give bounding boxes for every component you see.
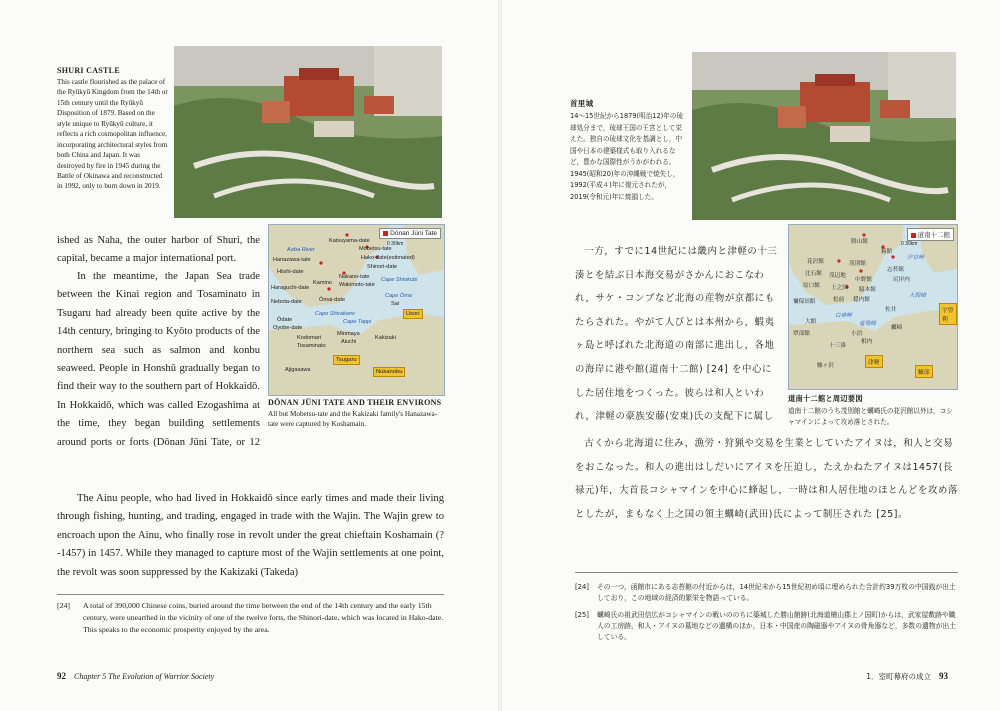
map-scale: 0 30km: [387, 241, 404, 247]
region-label-usori: 宇曽利: [939, 303, 957, 325]
map-label: 比石館: [805, 271, 822, 277]
footnote-text: その一つ，函館市にある志苔館の付近からは，14世紀末から15世紀初め頃に埋められた合計約39万枚の中国銭が出土しており，この地域の経済的繁栄を物語っている。: [597, 583, 956, 602]
folio-right: [866, 671, 956, 682]
body-paragraph: ished as Naha, the outer harbor of Shuri, the capital, became a major international port.: [57, 235, 260, 265]
map-label: Tosaminato: [297, 343, 326, 349]
footnote-text: A total of 390,000 Chinese coins, buried around the time between the end of the 14th century and the early 15th century, were unearthed in the vicinity of one of the twelve forts, the Shinori-date, which was located in Hako-date. This speaks to the economic prosperity enjoyed by the area.: [83, 601, 444, 635]
map-label: Cape Shiokubi: [381, 277, 418, 283]
map-caption-title: 道南十二館と周辺要図: [788, 394, 863, 403]
map-label: 蠣崎: [891, 325, 903, 331]
folio-left: [57, 671, 214, 681]
map-label: 上之国: [831, 285, 848, 291]
footnote-number: [24]: [57, 601, 70, 610]
region-label-tsugaru: Tsugaru: [333, 355, 360, 365]
footnote-number: [25]: [575, 611, 589, 619]
map-label: Nakano-tate: [339, 274, 370, 280]
map-label: 禰保田館: [793, 299, 816, 305]
map-label: 汐首岬: [907, 255, 924, 261]
map-label: 原口館: [803, 283, 820, 289]
map-label: Cape Ōma: [385, 293, 413, 299]
legend-marker: [911, 233, 916, 238]
map-caption-text: 道南十二館のうち茂別館と蠣崎氏の花沢館以外は，コシャマインによって攻め落とされた。: [788, 407, 953, 427]
map-caption-en: [268, 398, 444, 430]
region-label-nukanobu: Nukanobu: [373, 367, 405, 377]
footnote-text: 蠣崎氏の祖武田信広がコシャマインの戦いののちに築城した勝山館跡(北海道檜山郡上ノ国町)からは，武家屋敷跡や職人の工房跡，和人・アイヌの墓地などの遺構のほか，日本・中国産の陶磁器やアイヌの骨角器など，多数の遺物が出土している。: [597, 611, 957, 641]
map-label: Kodomari: [297, 335, 321, 341]
body-text-en-upper: [57, 232, 260, 269]
map-caption-jp: [788, 394, 958, 428]
map-label: Hako-date(estimated): [361, 255, 415, 261]
map-label: Sai: [391, 301, 400, 307]
footnote-rule: [57, 594, 444, 595]
body-paragraph: 古くから北海道に住み，漁労・狩猟や交易を生業としていたアイヌは，和人と交易をおこなった。和人の進出はしだいにアイヌを圧迫し，たえかねたアイヌは1457(長禄元)年，大首長コシャマインを中心に蜂起し，一時は和人居住地のほとんどを攻め落としたが，まもなく上之国の領主蠣崎(武田)氏によって制圧された [25]。: [575, 438, 958, 520]
running-head: 1．室町幕府の成立: [866, 672, 931, 681]
map-label: 小泊: [851, 331, 863, 337]
map-label: 竜飛崎: [859, 321, 876, 327]
map-label: 相内: [861, 339, 873, 345]
body-text-en-full: [57, 490, 444, 582]
map-label: 尻岸内: [893, 277, 910, 283]
footnote-25-jp: [575, 610, 958, 643]
body-paragraph: In the meantime, the Japan Sea trade between the Kinai region and Tosaminato in Tsugaru had already been quite active by the 14th century, bringing to Kyōto products of the northern sea such as salmon and konbu seaweed. People in Honshū gradually began to find their way to the southern part of Hokkaidō. In Hokkaidō, which was called Ezogashima at the time, they began building settlements around ports or forts (Dōnan Jūni Tate, or 12: [57, 271, 260, 448]
map-label: 脇本館: [859, 287, 876, 293]
footnote-24-en: [57, 600, 444, 636]
footnote-rule: [575, 572, 958, 573]
map-label: 松前: [833, 297, 845, 303]
caption-title: SHURI CASTLE: [57, 66, 120, 75]
map-label: Haraguchi-date: [271, 285, 310, 291]
map-label: 中野館: [855, 277, 872, 283]
shuri-castle-caption-en: [57, 66, 169, 192]
map-caption-text: All but Mobetsu-tate and the Kakizaki family's Hanazawa-tate were captured by Koshamain.: [268, 410, 438, 429]
map-label: Kamino: [313, 280, 332, 286]
map-label: 茂別館: [849, 261, 866, 267]
map-label: Mobetsu-tate: [359, 246, 392, 252]
footnote-number: [24]: [575, 583, 589, 591]
map-caption-title: DŌNAN JŪNI TATE AND THEIR ENVIRONS: [268, 398, 442, 407]
region-label-nukanobu: 糠部: [915, 365, 933, 378]
map-label: 白神岬: [835, 313, 852, 319]
map-label: 箱館: [881, 249, 893, 255]
donan-juni-tate-map-jp: [788, 224, 958, 390]
caption-text: 14〜15世紀から1879(明治12)年の琉球処分まで，琉球王国の王宮として栄えた。独自の琉球文化を基調とし，中国や日本の建築様式も取り入れるなど，豊かな国際性がうかがわれる。1945(昭和20)年の沖縄戦で焼失し，1992(平成４)年に復元されたが，2019(令和元)年に焼損した。: [570, 112, 684, 201]
map-scale: 0 30km: [901, 241, 918, 247]
region-label-usori: Usori: [403, 309, 423, 319]
map-label: Kakizaki: [375, 335, 396, 341]
page-number: 92: [57, 671, 66, 681]
region-label-tsugaru: 津軽: [865, 355, 883, 368]
map-label: Cape Tappi: [343, 319, 372, 325]
body-text-en-column: [57, 268, 260, 450]
map-label: 大間崎: [909, 293, 926, 299]
map-label: 花沢館: [807, 259, 824, 265]
caption-text: This castle flourished as the palace of the Ryūkyū Kingdom from the 14th or 15th century until the Ryūkyū Disposition of 1879. Based on the style unique to Ryūkyū culture, it reflects a rich cosmopolitan influence, incorporating architectural styles from both China and Japan. It was destroyed by fire in 1945 during the Battle of Okinawa and reconstructed in 1992, only to burn down in 2019.: [57, 78, 168, 191]
map-label: Aiuchi: [341, 339, 357, 345]
map-label: Oyobe-date: [273, 325, 303, 331]
map-legend: [907, 228, 955, 241]
map-label: Ōmai-date: [319, 297, 346, 303]
legend-label: Dōnan Jūni Tate: [390, 230, 437, 237]
map-label: Hiishi-date: [277, 269, 304, 275]
map-label: 茂辺地: [829, 273, 846, 279]
caption-title: 首里城: [570, 99, 594, 108]
map-label: Hanazawa-tate: [273, 257, 311, 263]
map-label: Ōdate: [277, 317, 293, 323]
map-label: Cape Shirakami: [315, 311, 355, 317]
running-head: Chapter 5 The Evolution of Warrior Society: [74, 672, 215, 681]
shuri-castle-photo: [174, 46, 442, 218]
map-label: 穏内館: [853, 297, 870, 303]
body-text-jp-column: [575, 240, 779, 432]
map-label: Nebota-date: [271, 299, 302, 305]
map-label: Ajigasawa: [285, 367, 311, 373]
map-label: Shinori-date: [367, 264, 398, 270]
map-label: 志苔館: [887, 267, 904, 273]
map-label: 勝山館: [851, 239, 868, 245]
map-label: 佐井: [885, 307, 897, 313]
donan-juni-tate-map-en: [268, 224, 445, 396]
legend-label: 道南十二館: [917, 232, 950, 239]
map-label: 十三湊: [829, 343, 846, 349]
shuri-castle-caption-jp: [570, 98, 688, 203]
map-legend: [379, 228, 441, 239]
map-label: Katsuyama-date: [329, 238, 370, 244]
map-label: 覃部館: [793, 331, 810, 337]
body-paragraph: 一方，すでに14世紀には畿内と津軽の十三湊とを結ぶ日本海交易がさかんにおこなわれ，サケ・コンブなど北海の産物が京都にもたらされた。やがて人びとは本州から，蝦夷ヶ島と呼ばれた北海道の南部に進出し，各地の海岸に港や館(道南十二館) [24] を中心にした居住地をつくった。彼らは和人といわれ，津軽の豪族安藤(安東)氏の支配下に属し: [575, 246, 778, 423]
footnote-24-jp: [575, 582, 958, 604]
map-label: Aoba River: [287, 247, 315, 253]
map-label: 大館: [805, 319, 817, 325]
page-number: 93: [939, 671, 948, 681]
body-text-jp-full: [575, 432, 958, 526]
legend-marker: [383, 231, 388, 236]
body-paragraph: The Ainu people, who had lived in Hokkaidō since early times and made their living through fishing, hunting, and trading, engaged in trade with the Wajin. The Wajin grew to encroach upon the Ainu, who finally rose in revolt under the great chieftain Koshamain (?-1457) in 1457. While they managed to capture most of the Wajin settlements at one point, the revolt was soon suppressed by the Kakizaki (Takeda): [57, 493, 444, 578]
map-label: Minmaya: [337, 331, 360, 337]
map-label: Wakimoto-tate: [339, 282, 375, 288]
shuri-castle-photo: [692, 52, 956, 220]
right-page: [500, 0, 1000, 711]
map-label: 鰺ヶ沢: [817, 363, 834, 369]
